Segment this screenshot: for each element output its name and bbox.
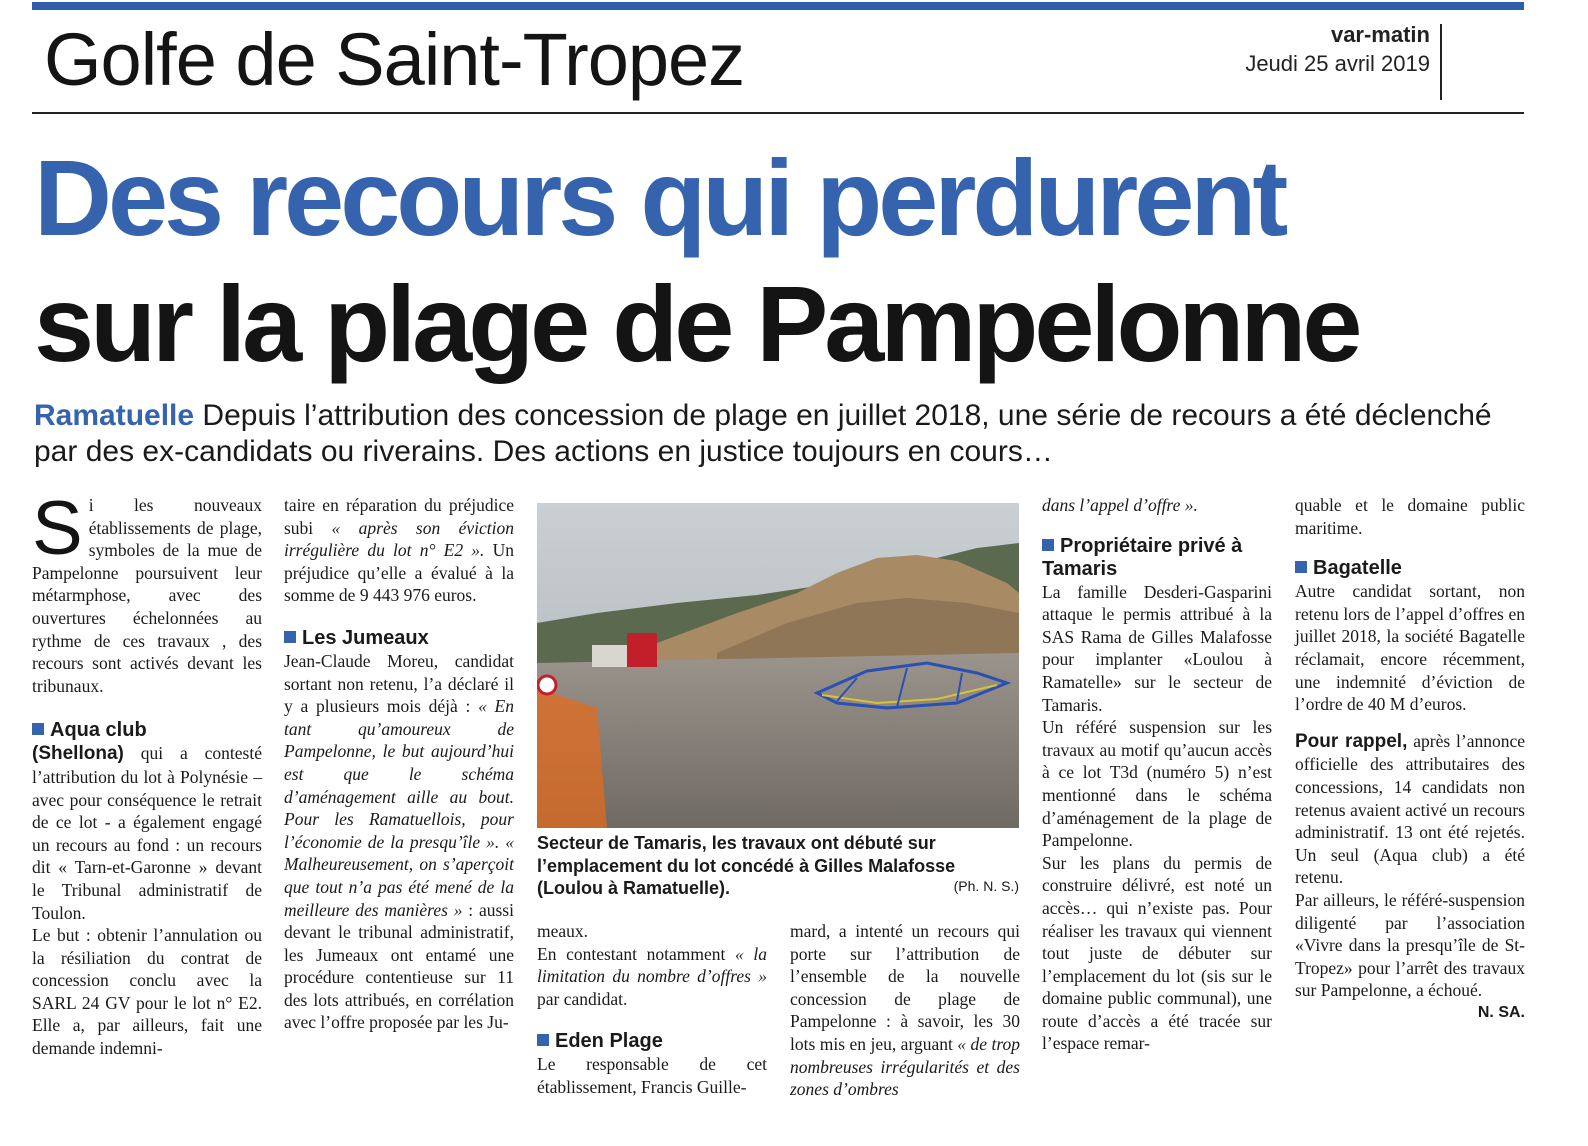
standfirst-text: Depuis l’attribution des concession de plage en juillet 2018, une série de recours a été déclenché par des ex-candidats ou riverains. Des actions en justice toujours en cours… — [34, 399, 1492, 468]
subhead-bagatelle: Bagatelle — [1295, 557, 1525, 580]
appel-offre-continuation: dans l’appel d’offre ». — [1042, 495, 1198, 515]
square-bullet-icon — [284, 631, 296, 643]
construction-site-photo — [537, 503, 1019, 828]
tamaris-paragraph-2: Un référé suspension sur les travaux au motif qu’aucun accès à ce lot T3d (numéro 5) n’est mentionné dans le schéma d’aménagement de la plage de Pampelonne. — [1042, 717, 1272, 851]
photo-caption: Secteur de Tamaris, les travaux ont débuté sur l’emplacement du lot concédé à Gilles Malafosse (Loulou à Ramatuelle). — [537, 833, 956, 898]
article-column-4 — [790, 920, 1020, 1101]
bagatelle-paragraph: Autre candidat sortant, non retenu lors de l’appel d’offres en juillet 2018, la société Bagatelle réclamait, encore récemment, une indemnité d’éviction de l’ordre de 40 M d’euros. — [1295, 581, 1525, 715]
but-paragraph: Le but : obtenir l’annulation ou la résiliation du contrat de concession conclu avec la SARL 24 GV pour le lot n° E2. Elle a, par ailleurs, fait une demande indemni- — [32, 925, 262, 1059]
eden-continuation: mard, a intenté un recours qui porte sur l’attribution de l’ensemble de la nouvelle concession de plage de Pampelonne : à savoir, les 30 lots mis en jeu, arguant « de trop nombreuses irrégularités et des zones d’ombres — [790, 921, 1021, 1100]
standfirst — [34, 398, 1524, 470]
section-title: Golfe de Saint-Tropez — [44, 18, 745, 101]
article-column-3 — [537, 920, 767, 1099]
rappel-paragraph: Pour rappel, après l’annonce officielle des attributaires des concessions, 14 candidats non retenus avaient activé un recours administratif. 13 ont été rejetés. Un seul (Aqua club) a été retenu. — [1295, 730, 1526, 888]
article-column-5 — [1042, 494, 1272, 1055]
intro-paragraph: Si les nouveaux établissements de plage, symboles de la mue de Pampelonne poursuivent leur métarmphose, avec des ouvertures échelonnées au rythme de ces travaux , des recours sont activés devant les tribunaux. — [32, 486, 262, 696]
publication-date: Jeudi 25 avril 2019 — [1245, 51, 1430, 76]
subhead-aqua-club: Aqua club — [32, 719, 262, 742]
subhead-proprietaire-prive: Propriétaire privé à Tamaris — [1042, 534, 1243, 580]
refere-paragraph: Par ailleurs, le référé-suspension diligenté par l’association «Vivre dans la presqu’île de St-Tropez» pour l’arrêt des travaux sur Pampelonne, a échoué. — [1295, 889, 1525, 1001]
aqua-paragraph: (Shellona) qui a contesté l’attribution du lot à Polynésie – avec pour conséquence le retrait de ce lot - a également engagé un recours au fond : un recours dit « Tarn-et-Garonne » devant le Tribunal administratif de Toulon. — [32, 743, 262, 923]
subhead-les-jumeaux: Les Jumeaux — [284, 627, 514, 650]
headline-line-1: Des recours qui perdurent — [34, 137, 1285, 258]
photo-credit: (Ph. N. S.) — [953, 878, 1019, 894]
eden-paragraph: Le responsable de cet établissement, Francis Guille- — [537, 1054, 767, 1097]
masthead — [1245, 20, 1430, 78]
article-column-2 — [284, 494, 514, 1034]
header-rule — [32, 112, 1524, 114]
jumeaux-paragraph: Jean-Claude Moreu, candidat sortant non retenu, l’a déclaré il y a plusieurs mois déjà : « En tant qu’amoureux de Pampelonne, le but aujourd’hui est que le schéma d’aménagement aille au bout. Pour les Ramatuellois, pour l’économie de la presqu’île ». « Malheureusement, on s’aperçoit que tout n’a pas été mené de la meilleure des manières » : aussi devant le tribunal administratif, les Jumeaux ont entamé une procédure contentieuse sur 11 des lots attribués, en corrélation avec l’offre proposée par les Ju- — [284, 650, 514, 1033]
maritime-continuation: quable et le domaine public maritime. — [1295, 495, 1525, 538]
subhead-eden-plage: Eden Plage — [537, 1030, 767, 1053]
publication-name: var-matin — [1330, 22, 1430, 47]
tamaris-paragraph-3: Sur les plans du permis de construire délivré, est noté un accès… qui n’existe pas. Pour réaliser les travaux qui viennent tout juste de débuter sur l’emplacement du lot (sis sur le domaine public communal), une route d’accès a été tracée sur l’espace remar- — [1042, 852, 1272, 1054]
drop-cap: S — [32, 486, 83, 571]
standfirst-place: Ramatuelle — [34, 399, 195, 432]
square-bullet-icon — [1042, 539, 1054, 551]
tamaris-paragraph-1: La famille Desderi-Gasparini attaque le permis attribué à la SAS Rama de Gilles Malafosse pour implanter «Loulou à Ramatelle» sur le secteur de Tamaris. — [1042, 581, 1272, 715]
top-accent-rule — [32, 2, 1524, 10]
square-bullet-icon — [537, 1034, 549, 1046]
jumeaux-continuation: meaux. — [537, 921, 589, 941]
masthead-divider — [1440, 24, 1442, 100]
square-bullet-icon — [32, 723, 44, 735]
article-photo — [537, 503, 1019, 828]
author-signature: N. SA. — [1477, 1003, 1525, 1021]
prejudice-paragraph: taire en réparation du préjudice subi « après son éviction irrégulière du lot n° E2 ». Un préjudice qu’elle a évalué à la somme de 9 443 976 euros. — [284, 495, 514, 606]
headline-line-2: sur la plage de Pampelonne — [34, 263, 1359, 384]
article-column-1 — [32, 486, 262, 1060]
article-column-6 — [1295, 494, 1525, 1024]
offres-paragraph: En contestant notamment « la limitation du nombre d’offres » par candidat. — [537, 943, 767, 1009]
square-bullet-icon — [1295, 561, 1307, 573]
